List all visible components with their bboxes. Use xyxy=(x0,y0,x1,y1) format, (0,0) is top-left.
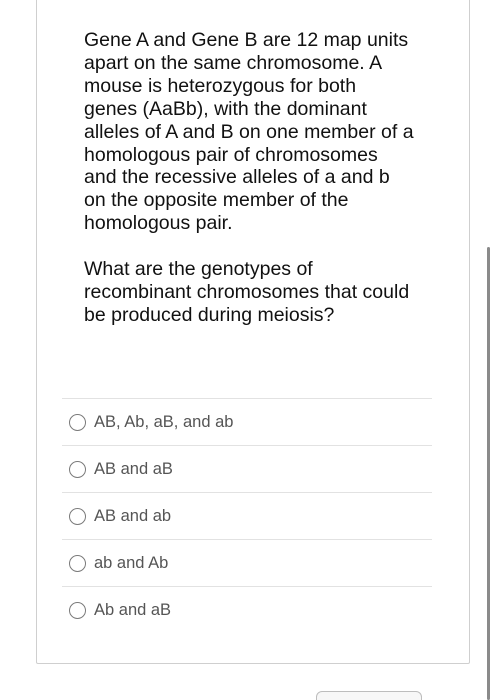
answer-option-5[interactable] xyxy=(62,587,432,634)
radio-unchecked-icon[interactable] xyxy=(69,555,86,572)
question-text xyxy=(84,29,414,327)
answer-option-label: AB and ab xyxy=(94,506,172,525)
radio-unchecked-icon[interactable] xyxy=(69,508,86,525)
answer-option-3[interactable] xyxy=(62,493,432,540)
radio-unchecked-icon[interactable] xyxy=(69,414,86,431)
question-paragraph-2: What are the genotypes of recombinant chromosomes that could be produced during meiosis? xyxy=(84,258,410,326)
vertical-scrollbar[interactable] xyxy=(487,247,490,700)
answer-options xyxy=(62,398,432,634)
answer-option-4[interactable] xyxy=(62,540,432,587)
answer-option-label: AB and aB xyxy=(94,459,173,478)
answer-option-1[interactable] xyxy=(62,399,432,446)
question-paragraph-1: Gene A and Gene B are 12 map units apart on the same chromosome. A mouse is heterozygous for both genes (AaBb), with the dominant alleles of A and B on one member of a homologous pair of chromosomes and the recessive alleles of a and b on the opposite member of the homologous pair. xyxy=(84,29,414,235)
answer-option-label: Ab and aB xyxy=(94,601,172,619)
answer-option-label: AB, Ab, aB, and ab xyxy=(94,412,234,431)
answer-option-label: ab and Ab xyxy=(94,553,169,572)
radio-unchecked-icon[interactable] xyxy=(69,461,86,478)
answer-option-2[interactable] xyxy=(62,446,432,493)
partial-bottom-button[interactable] xyxy=(316,691,422,700)
radio-unchecked-icon[interactable] xyxy=(69,602,86,619)
